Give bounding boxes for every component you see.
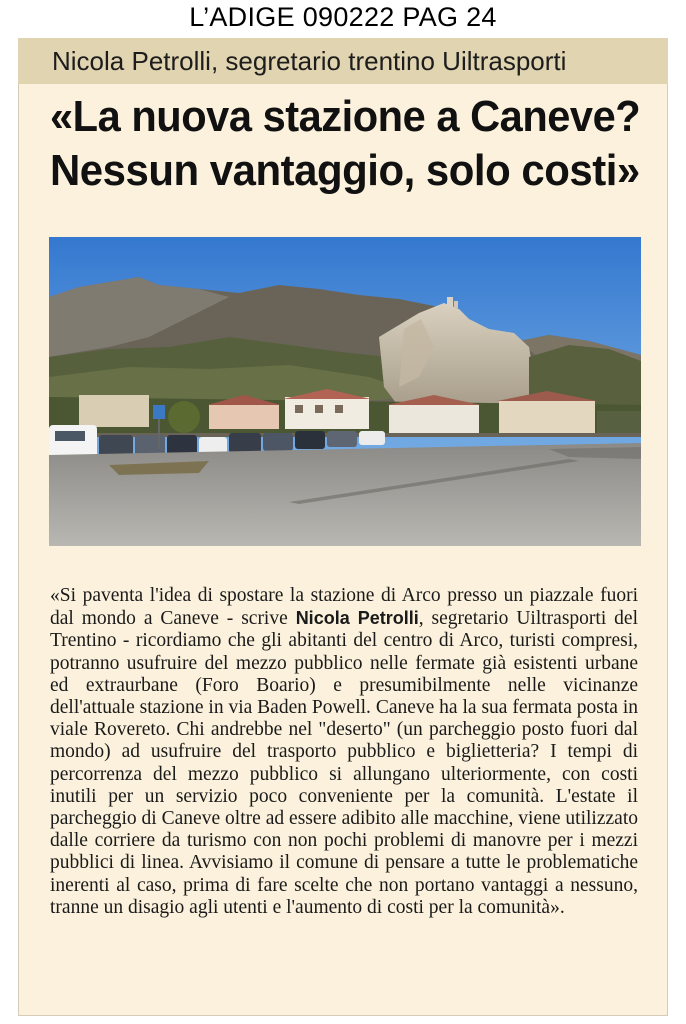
headline-line-2: Nessun vantaggio, solo costi» [50, 146, 640, 195]
author-name: Nicola Petrolli [295, 608, 419, 629]
body-text-part-2: , segretario Uiltrasporti del Trentino - ricordiamo che gli abitanti del centro di Arco, turisti compresi, potranno usufruire del mezzo pubblico nelle fermate già esistenti urbane ed extraurbane (Foro Boario) e presumibilmente nelle vicinanze dell'attuale stazione in via Baden Powell. Caneve ha la sua fermata posta in viale Rovereto. Chi andrebbe nel "deserto" (un parcheggio posto fuori dal mondo) ad usufruire del trasporto pubblico e biglietteria? I tempi di percorrenza del mezzo pubblico si allungano ulteriormente, con costi inutili per un servizio poco conveniente per la comunità. L'estate il parcheggio di Caneve oltre ad essere adibito alle macchine, viene utilizzato dalle corriere da turismo con non pochi problemi di manovre per i mezzi pubblici di linea. Avvisiamo il comune di pensare a tutte le problematiche inerenti al caso, prima di fare scelte che non portano vantaggi a nessuno, tranne un disagio agli utenti e l'aumento di costi per la comunità». [50, 608, 638, 918]
parking-lot-photo [49, 237, 641, 546]
body-text-part-1: «Si paventa l'idea di spostare la stazione di Arco presso un piazzale fuori dal mondo a Caneve - scrive [50, 585, 638, 630]
headline-line-1: «La nuova stazione a Caneve? [50, 92, 641, 141]
article-body [50, 585, 638, 919]
article-kicker: Nicola Petrolli, segretario trentino Uiltrasporti [18, 38, 668, 84]
article-photo [49, 237, 641, 546]
article-headline [50, 90, 650, 198]
page-header: L’ADIGE 090222 PAG 24 [189, 2, 497, 32]
